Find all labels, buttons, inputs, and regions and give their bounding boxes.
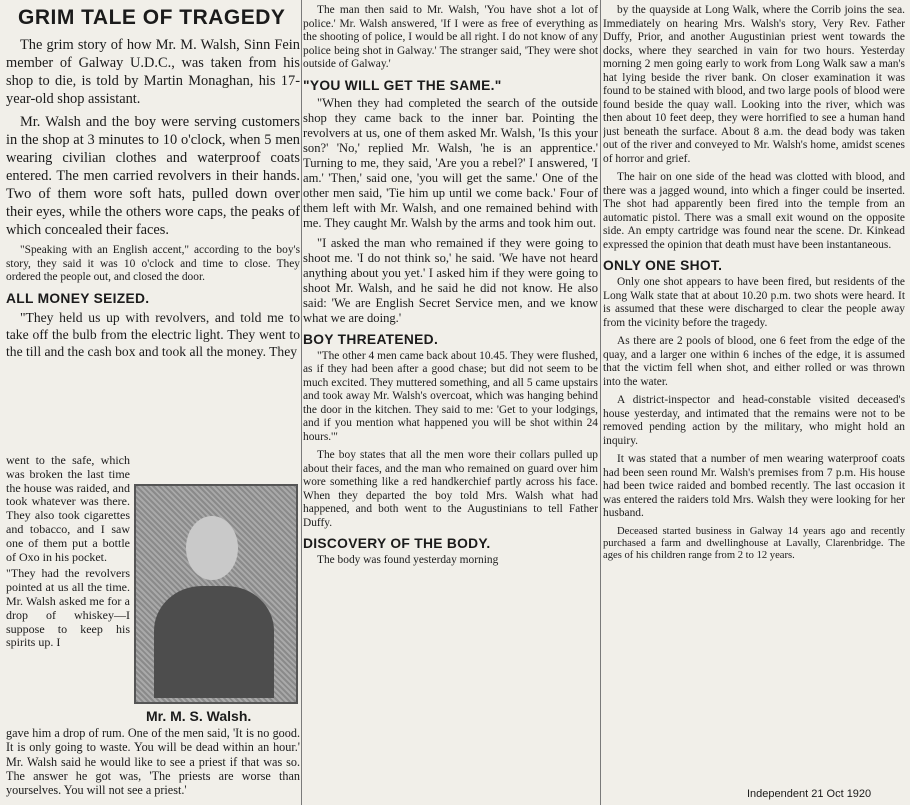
- subheading-only-one-shot: ONLY ONE SHOT.: [603, 258, 723, 273]
- photo-block: [6, 454, 300, 804]
- paragraph: gave him a drop of rum. One of the men said, 'It is no good. It is only going to waste. You will be dead within an hour.' Mr. Walsh said he would like to see a priest if that was so. The answer he got was, 'The priests are worse than yourselves. You will not see a priest.': [6, 726, 300, 798]
- column-2: [303, 4, 598, 804]
- paragraph: "Speaking with an English accent," according to the boy's story, they said it was 10 o'clock and time to close. They ordered the people out, and closed the door.: [6, 244, 300, 283]
- subheading-all-money-seized: ALL MONEY SEIZED.: [6, 290, 150, 306]
- subheading-you-will-get-the-same: "YOU WILL GET THE SAME.": [303, 77, 502, 93]
- paragraph: "They had the revolvers pointed at us all the time. Mr. Walsh asked me for a drop of whiskey—I suppose to keep his spirits up. I: [6, 566, 130, 650]
- subheading-discovery-of-the-body: DISCOVERY OF THE BODY.: [303, 536, 491, 551]
- portrait-photo: [134, 484, 298, 704]
- column-rule-1: [301, 0, 302, 805]
- paragraph: "The other 4 men came back about 10.45. They were flushed, as if they had been after a good chase; but did not seem to be much excited. They muttered something, and all 5 came upstairs and took away Mr. Walsh's overcoat, which was hanging behind the door in the kitchen. They said to me: 'Get to your lodgings, and if you mention what happened you will be shot within 24 hours.'": [303, 349, 598, 443]
- column-rule-2: [600, 0, 601, 805]
- subheading-boy-threatened: BOY THREATENED.: [303, 331, 439, 347]
- paragraph: A district-inspector and head-constable visited deceased's house yesterday, and intimated that the remains were not to be removed pending action by the military, who might hold an inquiry.: [603, 394, 905, 447]
- paragraph: Only one shot appears to have been fired, but residents of the Long Walk state that at about 10.20 p.m. two shots were heard. It is assumed that these were discharged to clear the people away from the vicinity before the tragedy.: [603, 276, 905, 329]
- paragraph: As there are 2 pools of blood, one 6 feet from the edge of the quay, and a larger one within 6 inches of the edge, it is assumed that the victim fell when shot, and either rolled or was thrown into the water.: [603, 335, 905, 388]
- paragraph: "I asked the man who remained if they were going to shoot me. 'I do not think so,' he said. 'We have not heard anything about you yet.' I asked him if they were going to shoot Mr. Walsh, and he said he did not know. He also said: 'We are English Secret Service men, and we know what we are doing.': [303, 235, 598, 325]
- column-1: [6, 4, 300, 804]
- photo-caption: Mr. M. S. Walsh.: [146, 708, 252, 724]
- article-title: GRIM TALE OF TRAGEDY: [18, 6, 286, 29]
- paragraph: Mr. Walsh and the boy were serving customers in the shop at 3 minutes to 10 o'clock, when 5 men wearing civilian clothes and waterproof coats entered. The men carried revolvers in their hands. Two of them wore soft hats, pulled down over their eyes, while the others wore caps, the peaks of which concealed their faces.: [6, 114, 300, 238]
- paragraph: "They held us up with revolvers, and told me to take off the bulb from the electric light. They went to the till and the cash box and took all the money. They: [6, 309, 300, 359]
- source-credit: Independent 21 Oct 1920: [747, 788, 872, 800]
- paragraph: The man then said to Mr. Walsh, 'You have shot a lot of police.' Mr. Walsh answered, 'If I were as free of everything as the shooting of police, I would be all right. I do not know of any police being shot in Galway.' The stranger said, 'They were shot outside of Galway.': [303, 4, 598, 70]
- wrapped-text-bottom: [6, 726, 300, 797]
- portrait-head: [186, 516, 238, 580]
- paragraph: The hair on one side of the head was clotted with blood, and there was a jagged wound, into which a finger could be inserted. The shot had apparently been fired into the temple from an automatic pistol. There was a small exit wound on the opposite side. An empty cartridge was found near the scene. Dr. Kinkead expressed the opinion that death must have been instantaneous.: [603, 171, 905, 251]
- paragraph: The boy states that all the men wore their collars pulled up about their faces, and the man who remained on guard over him wore something like a red handkerchief partly across his face. When they departed the boy told Mrs. Walsh what had happened, and both went to the Augustinians to tell Father Duffy.: [303, 449, 598, 529]
- paragraph: The body was found yesterday morning: [317, 554, 499, 566]
- paragraph: went to the safe, which was broken the last time the house was raided, and took whatever was there. They also took cigarettes and tobacco, and I saw one of them put a bottle of Oxo in his pocket.: [6, 453, 130, 564]
- column-3: [603, 4, 905, 794]
- wrapped-text: [6, 454, 130, 653]
- portrait-body: [154, 586, 274, 698]
- paragraph: "When they had completed the search of the outside shop they came back to the inner bar. Pointing the revolvers at us, one of them asked Mr. Walsh, 'Is this your son?' 'No,' replied Mr. Walsh, 'he is an apprentice.' Turning to me, they said, 'Are you a rebel?' I answered, 'I am.' 'Then,' said one, 'you will get the same.' One of the other men said, 'Tie him up until we come back.' Four of them left with Mr. Walsh, and one remained behind with me. They caught Mr. Walsh by the arms and took him out.: [303, 95, 598, 230]
- paragraph: It was stated that a number of men wearing waterproof coats had been seen round Mr. Walsh's premises from 7 p.m. His house had been twice raided and bombed recently. The last occasion it was entered the raiders told Mrs. Walsh they were looking for her husband.: [603, 453, 905, 519]
- paragraph: The grim story of how Mr. M. Walsh, Sinn Fein member of Galway U.D.C., was taken from his shop to die, is told by Martin Monaghan, his 17-year-old shop assistant.: [6, 37, 300, 107]
- paragraph: by the quayside at Long Walk, where the Corrib joins the sea. Immediately on hearing Mrs. Walsh's story, Very Rev. Father Duffy, Prior, and another Augustinian priest went towards the docks, where they searched in vain for two hours. Yesterday morning 2 men going early to work from Long Walk saw a man's hat lying beside the river bank. On closer examination it was found to be stained with blood, and two large pools of blood were found beside the quay wall. Looking into the river, which was then about 10 feet deep, they were horrified to see a human hand just beneath the surface. About 8 a.m. the dead body was taken out of the river and conveyed to Mr. Walsh's home, amidst scenes of horror and grief.: [603, 4, 905, 165]
- paragraph: Deceased started business in Galway 14 years ago and recently purchased a farm and dwellinghouse at Lavally, Clarenbridge. The ages of his children range from 2 to 12 years.: [603, 525, 905, 561]
